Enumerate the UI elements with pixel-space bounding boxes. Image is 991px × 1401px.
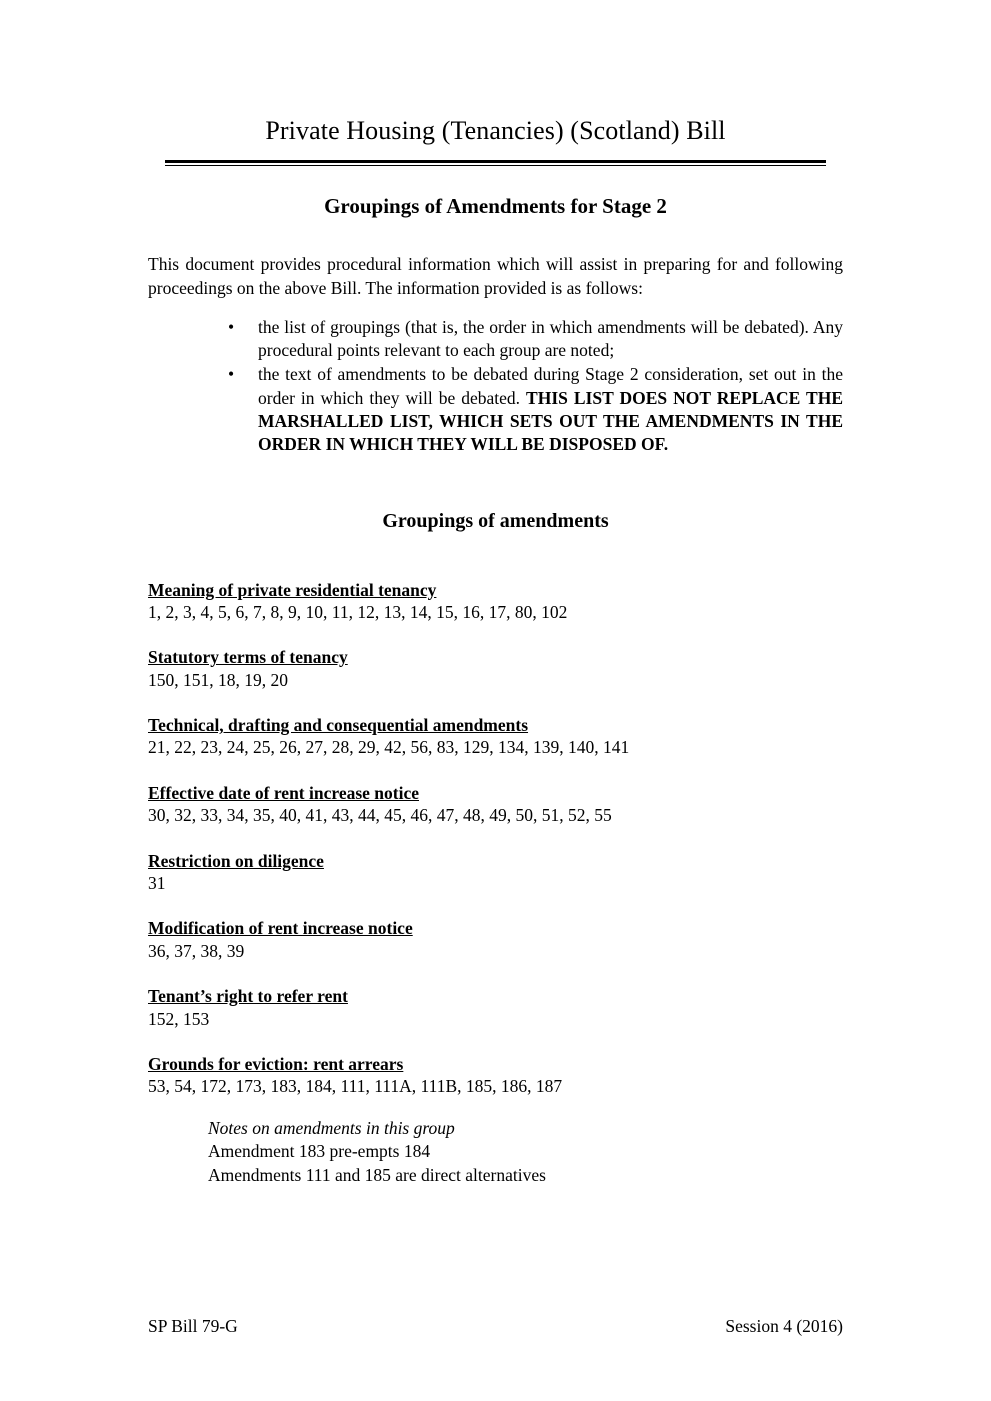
group-amendment-numbers: 36, 37, 38, 39 [148,940,245,961]
intro-bullet-list [148,316,843,457]
document-subtitle: Groupings of Amendments for Stage 2 [324,194,667,219]
group-heading: Tenant’s right to refer rent [148,986,348,1007]
group-note-line: Amendment 183 pre-empts 184 [208,1141,431,1162]
bullet-icon: • [228,364,235,385]
group-heading: Statutory terms of tenancy [148,647,348,668]
group-entry [148,646,843,691]
intro-paragraph: This document provides procedural information which will assist in preparing for and following proceedings on the above Bill. The information provided is as follows: [148,254,843,298]
groupings-section-title: Groupings of amendments [382,509,609,532]
group-note-line: Amendments 111 and 185 are direct alternatives [208,1164,546,1185]
group-amendment-numbers: 152, 153 [148,1008,210,1029]
group-heading: Restriction on diligence [148,850,324,871]
group-amendment-numbers: 150, 151, 18, 19, 20 [148,669,288,690]
list-item [228,316,843,363]
page-footer [148,1316,843,1337]
bullet-emphasis-text: THIS LIST DOES NOT REPLACE THE MARSHALLED LIST, WHICH SETS OUT THE AMENDMENTS IN THE ORDER IN WHICH THEY WILL BE DISPOSED OF. [258,387,843,455]
group-amendment-numbers: 21, 22, 23, 24, 25, 26, 27, 28, 29, 42, 56, 83, 129, 134, 139, 140, 141 [148,737,630,758]
footer-bill-reference: SP Bill 79-G [148,1316,238,1336]
bullet-icon: • [228,316,235,337]
bullet-text: the list of groupings (that is, the order in which amendments will be debated). Any procedural points relevant to each group are noted; [258,316,843,361]
page-title: Private Housing (Tenancies) (Scotland) Bill [265,116,726,145]
group-heading: Technical, drafting and consequential amendments [148,715,529,736]
group-entry [148,782,843,827]
group-entry [148,917,843,962]
groupings-list [148,533,843,1188]
group-entry [148,850,843,895]
group-entry [148,1053,843,1187]
group-amendment-numbers: 1, 2, 3, 4, 5, 6, 7, 8, 9, 10, 11, 12, 13, 14, 15, 16, 17, 80, 102 [148,601,568,622]
footer-session: Session 4 (2016) [725,1316,843,1336]
document-content [148,0,843,1187]
group-heading: Meaning of private residential tenancy [148,579,437,600]
group-amendment-numbers: 30, 32, 33, 34, 35, 40, 41, 43, 44, 45, 46, 47, 48, 49, 50, 51, 52, 55 [148,805,612,826]
group-notes [208,1098,843,1187]
group-amendment-numbers: 31 [148,873,166,894]
group-heading: Effective date of rent increase notice [148,782,419,803]
group-notes-title: Notes on amendments in this group [208,1117,455,1138]
group-entry [148,985,843,1030]
group-heading: Modification of rent increase notice [148,918,413,939]
group-entry [148,579,843,624]
group-heading: Grounds for eviction: rent arrears [148,1053,404,1074]
group-amendment-numbers: 53, 54, 172, 173, 183, 184, 111, 111A, 111B, 185, 186, 187 [148,1076,563,1097]
bullet-text: the text of amendments to be debated during Stage 2 consideration, set out in the order in which they will be debated. [258,364,843,408]
list-item [228,363,843,456]
group-entry [148,714,843,759]
